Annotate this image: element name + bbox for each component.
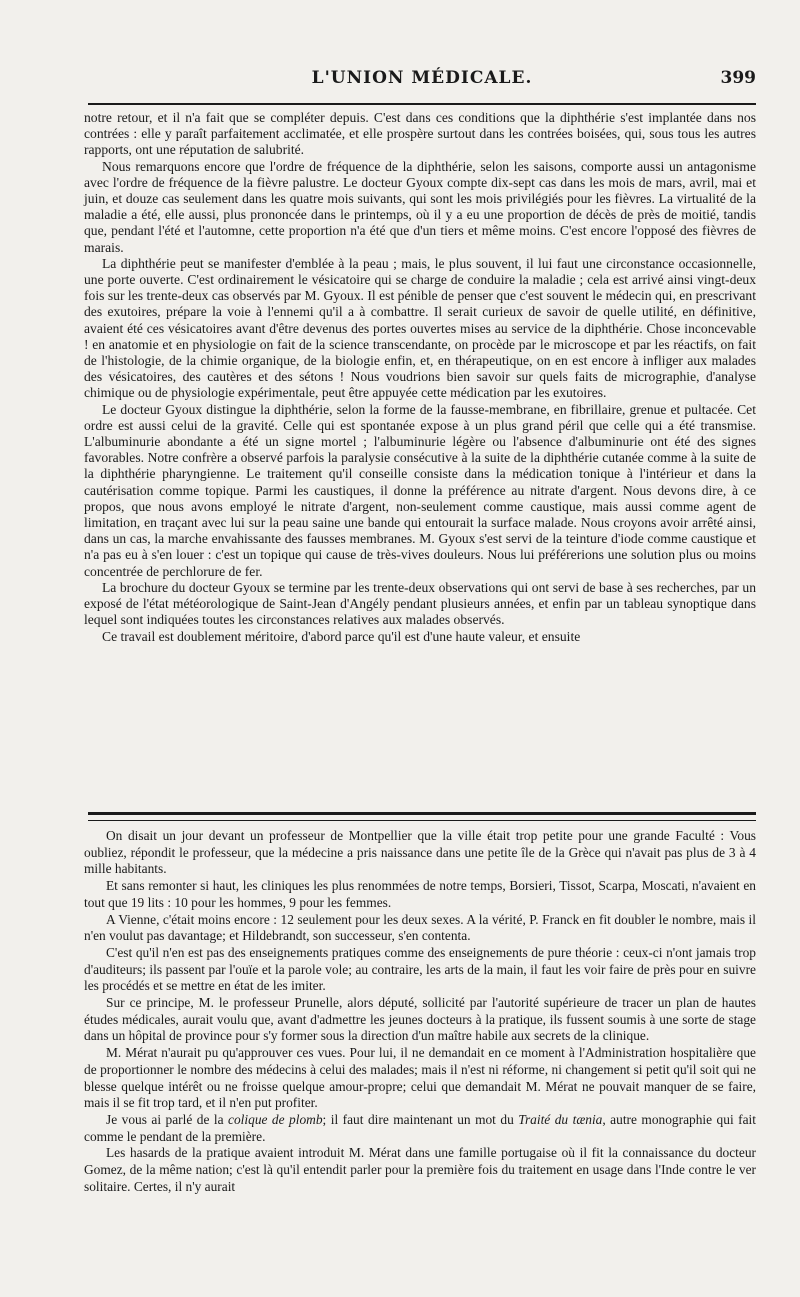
paragraph: Les hasards de la pratique avaient introduit M. Mérat dans une famille portugaise où il fit la connaissance du docteur Gomez, de la même nation; c'est là qu'il entendit parler pour la première fois du traitement en usage dans l'Inde contre le ver solitaire. Certes, il n'y aurait (84, 1145, 756, 1194)
paragraph: C'est qu'il n'en est pas des enseignements pratiques comme des enseignements de pure théorie : ceux-ci n'ont jamais trop d'auditeurs; ils passent par l'ouïe et la parole vole; au contraire, les arts de la main, il faut les voir faire de près pour en suivre les procédés et se mettre en état de les imiter. (84, 944, 756, 994)
paragraph: A Vienne, c'était moins encore : 12 seulement pour les deux sexes. A la vérité, P. Franck en fit doubler le nombre, mais il n'en voulut pas davantage; et Hildebrandt, son successeur, s'en contenta. (84, 911, 756, 944)
text-run: Je vous ai parlé de la (106, 1111, 229, 1127)
text-run: ; il faut dire maintenant un mot du (322, 1111, 519, 1127)
paragraph: Ce travail est doublement méritoire, d'abord parce qu'il est d'une haute valeur, et ensuite (102, 628, 581, 644)
book-title: colique de plomb (228, 1111, 323, 1127)
paragraph: La diphthérie peut se manifester d'emblée à la peau ; mais, le plus souvent, il lui faut une circonstance occasionnelle, une porte ouverte. C'est ordinairement le vésicatoire qui se charge de conduire la maladie ; cela est arrivé ainsi vingt-deux fois sur les trente-deux cas observés par M. Gyoux. Il est pénible de penser que c'est souvent le médecin qui, en prescrivant des exutoires, prépare la voie à l'ennemi qu'il a à combattre. Il serait curieux de savoir de quelle utilité, en définitive, avaient été ces vésicatoires avant d'être devenus des portes ouvertes mises au service de la diphthérie. Chose inconcevable ! en anatomie et en physiologie on fait de la science transcendante, on procède par le microscope et par les réactifs, on fait de l'histologie, de la chimie organique, de la biologie enfin, et, en thérapeutique, on en est encore à infliger aux malades des vésicatoires, des cautères et des sétons ! Nous voudrions bien savoir sur quels faits de micrographie, d'analyse chimique ou de physiologie expérimentale, peut être appuyée cette médication par les exutoires. (84, 255, 756, 401)
paragraph: Le docteur Gyoux distingue la diphthérie, selon la forme de la fausse-membrane, en fibrillaire, grenue et pultacée. Cet ordre est aussi celui de la gravité. Celle qui est spontanée expose à un plus grand péril que celle qui a été transmise. L'albuminurie abondante a été un signe mortel ; l'albuminurie légère ou l'absence d'albuminurie ont été des signes favorables. Notre confrère a observé parfois la paralysie consécutive à la suite de la diphthérie cutanée comme à la suite de la diphthérie pharyngienne. Le traitement qu'il conseille consiste dans la médication tonique à l'intérieur et dans la cautérisation comme topique. Parmi les caustiques, il donne la préférence au nitrate d'argent. Nous devons dire, à ce propos, que nous avons employé le nitrate d'argent, non-seulement comme caustique, mais aussi comme agent de limitation, en traçant avec lui sur la peau saine une bande qui entourait la surface malade. Nous croyons avoir arrêté ainsi, dans un cas, la marche envahissante des fausses membranes. M. Gyoux s'est servi de la teinture d'iode comme caustique et n'a pas eu à s'en louer : c'est un topique qui cause de très-vives douleurs. Nous lui préférerions une solution plus ou moins concentrée de perchlorure de fer. (84, 401, 756, 579)
paragraph: notre retour, et il n'a fait que se compléter depuis. C'est dans ces conditions que la diphthérie s'est implantée dans nos contrées : elle y paraît parfaitement acclimatée, et elle prospère surtout dans les contrées boisées, qui, sous tous les autres rapports, ont une réputation de salubrité. (84, 110, 756, 158)
running-title: L'UNION MÉDICALE. (311, 68, 533, 88)
feuilleton-divider (88, 812, 756, 821)
feuilleton-section (84, 828, 756, 1195)
running-header (88, 68, 756, 96)
text-run: , autre monographie qui fait comme le pendant de la première. (84, 1111, 756, 1144)
book-title: Traité du tænia (518, 1111, 603, 1127)
paragraph: Sur ce principe, M. le professeur Prunelle, alors député, sollicité par l'autorité supérieure de tracer un plan de hautes études médicales, aurait voulu que, avant d'admettre les jeunes docteurs à la pratique, ils fussent soumis à une sorte de stage dans un hôpital de province pour s'y former sous la direction d'un maître habile aux secrets de la clinique. (84, 995, 756, 1044)
paragraph: M. Mérat n'aurait pu qu'approuver ces vues. Pour lui, il ne demandait en ce moment à l'Administration hospitalière que de proportionner le nombre des médecins à celui des malades; mais il n'est ni réforme, ni changement si petit qu'il soit qui ne blesse quelque intérêt ou ne froisse quelque amour-propre; celui que demandait M. Mérat ne pouvait manquer de se faire, mais il se fit trop tard, et il n'en put profiter. (84, 1045, 756, 1111)
header-rule (88, 103, 756, 105)
main-article (84, 110, 756, 645)
page-number: 399 (720, 68, 756, 88)
paragraph: Nous remarquons encore que l'ordre de fréquence de la diphthérie, selon les saisons, comporte aussi un antagonisme avec l'ordre de fréquence de la fièvre palustre. Le docteur Gyoux compte dix-sept cas dans les mois de mars, avril, mai et juin, et douze cas seulement dans les quatre mois suivants, qui sont les mois privilégiés pour les fièvres. La virtualité de la maladie a été, elle aussi, plus prononcée dans le printemps, où il y a eu une proportion de décès de près de moitié, tandis que, pendant l'été et l'automne, cette proportion n'a été que d'un tiers et même moins. C'est encore l'opposé des fièvres de marais. (84, 158, 756, 255)
paragraph: On disait un jour devant un professeur de Montpellier que la ville était trop petite pour une grande Faculté : Vous oubliez, répondit le professeur, que la médecine a pris naissance dans une petite île de la Grèce qui n'avait pas plus de 3 à 4 mille habitants. (84, 828, 756, 877)
paragraph (84, 1112, 756, 1145)
paragraph: Et sans remonter si haut, les cliniques les plus renommées de notre temps, Borsieri, Tissot, Scarpa, Moscati, n'avaient en tout que 19 lits : 10 pour les hommes, 9 pour les femmes. (84, 878, 756, 910)
paragraph: La brochure du docteur Gyoux se termine par les trente-deux observations qui ont servi de base à ses recherches, par un exposé de l'état météorologique de Saint-Jean d'Angély pendant plusieurs années, et enfin par un tableau synoptique dans lequel sont indiquées toutes les circonstances relatives aux malades observés. (84, 579, 756, 628)
